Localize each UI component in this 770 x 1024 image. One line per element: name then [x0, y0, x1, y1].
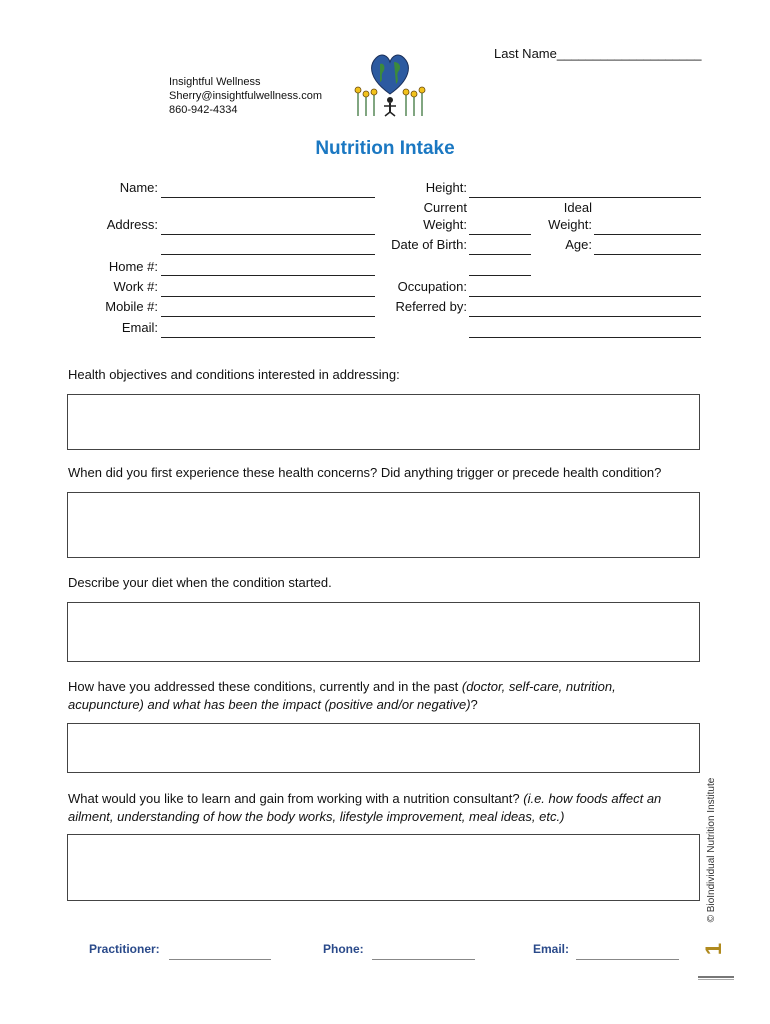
question-addressed-text: How have you addressed these conditions, currently and in the past — [68, 679, 462, 694]
occupation-label: Occupation: — [397, 279, 467, 294]
question-addressed-italic: (doctor, self-care, nutrition, acupuncture) and what has been the impact (positive and/or negative) — [68, 679, 616, 712]
name-input-line[interactable] — [161, 197, 375, 198]
copyright-side-note: © BioIndividual Nutrition Institute — [706, 777, 717, 923]
heart-globe-logo — [350, 48, 430, 122]
address-input-line-2[interactable] — [161, 254, 375, 255]
page-title: Nutrition Intake — [315, 138, 455, 159]
footer-practitioner-line[interactable] — [169, 959, 271, 960]
age-input-line[interactable] — [594, 254, 701, 255]
first-experience-textbox[interactable] — [67, 492, 700, 558]
org-email: Sherry@insightfulwellness.com — [169, 90, 323, 102]
occupation-input-line[interactable] — [469, 296, 701, 297]
age-label: Age: — [565, 237, 592, 252]
footer-rule — [698, 976, 734, 980]
email-label: Email: — [121, 320, 158, 335]
ideal-weight-label-2: Weight: — [548, 217, 592, 232]
page-number: 1 — [701, 942, 727, 956]
work-phone-label: Work #: — [113, 279, 158, 294]
current-weight-input-line[interactable] — [469, 234, 531, 235]
question-learn-gain-italic: (i.e. how foods affect an ailment, understanding of how the body works, lifestyle improvement, meal ideas, etc.) — [68, 791, 662, 824]
footer-phone-line[interactable] — [372, 959, 475, 960]
dob-input-line[interactable] — [469, 254, 531, 255]
referred-by-input-line-2[interactable] — [469, 337, 701, 338]
current-weight-label-2: Weight: — [423, 217, 467, 232]
org-name: Insightful Wellness — [169, 76, 261, 88]
question-addressed-end: ? — [470, 697, 478, 712]
email-input-line[interactable] — [161, 337, 375, 338]
org-phone: 860-942-4334 — [169, 104, 238, 116]
mobile-phone-label: Mobile #: — [105, 299, 158, 314]
height-label: Height: — [425, 180, 467, 195]
learn-gain-textbox[interactable] — [67, 834, 700, 901]
referred-by-input-line[interactable] — [469, 316, 701, 317]
last-name-field[interactable]: Last Name____________________ — [494, 46, 702, 61]
ideal-weight-label-1: Ideal — [563, 200, 592, 215]
question-first-experience: When did you first experience these health concerns? Did anything trigger or precede health condition? — [68, 465, 662, 480]
dob-label: Date of Birth: — [391, 237, 467, 252]
dob-input-line-2[interactable] — [469, 275, 531, 276]
question-addressed-conditions — [68, 678, 668, 714]
diet-textbox[interactable] — [67, 602, 700, 662]
mobile-phone-input-line[interactable] — [161, 316, 375, 317]
question-learn-gain-text: What would you like to learn and gain from working with a nutrition consultant? — [68, 791, 524, 806]
home-phone-label: Home #: — [108, 259, 158, 274]
work-phone-input-line[interactable] — [161, 296, 375, 297]
ideal-weight-input-line[interactable] — [594, 234, 701, 235]
height-input-line[interactable] — [469, 197, 701, 198]
footer-email-line[interactable] — [576, 959, 679, 960]
address-input-line-1[interactable] — [161, 234, 375, 235]
question-health-objectives: Health objectives and conditions interested in addressing: — [68, 367, 400, 382]
footer-email-label: Email: — [533, 942, 570, 956]
addressed-conditions-textbox[interactable] — [67, 723, 700, 773]
question-learn-gain — [68, 790, 704, 826]
footer-phone-label: Phone: — [323, 942, 364, 956]
name-label: Name: — [119, 180, 158, 195]
address-label: Address: — [106, 217, 158, 232]
health-objectives-textbox[interactable] — [67, 394, 700, 450]
referred-by-label: Referred by: — [395, 299, 467, 314]
footer-practitioner-label: Practitioner: — [89, 942, 160, 956]
home-phone-input-line[interactable] — [161, 275, 375, 276]
question-diet: Describe your diet when the condition started. — [68, 575, 332, 590]
current-weight-label-1: Current — [423, 200, 467, 215]
